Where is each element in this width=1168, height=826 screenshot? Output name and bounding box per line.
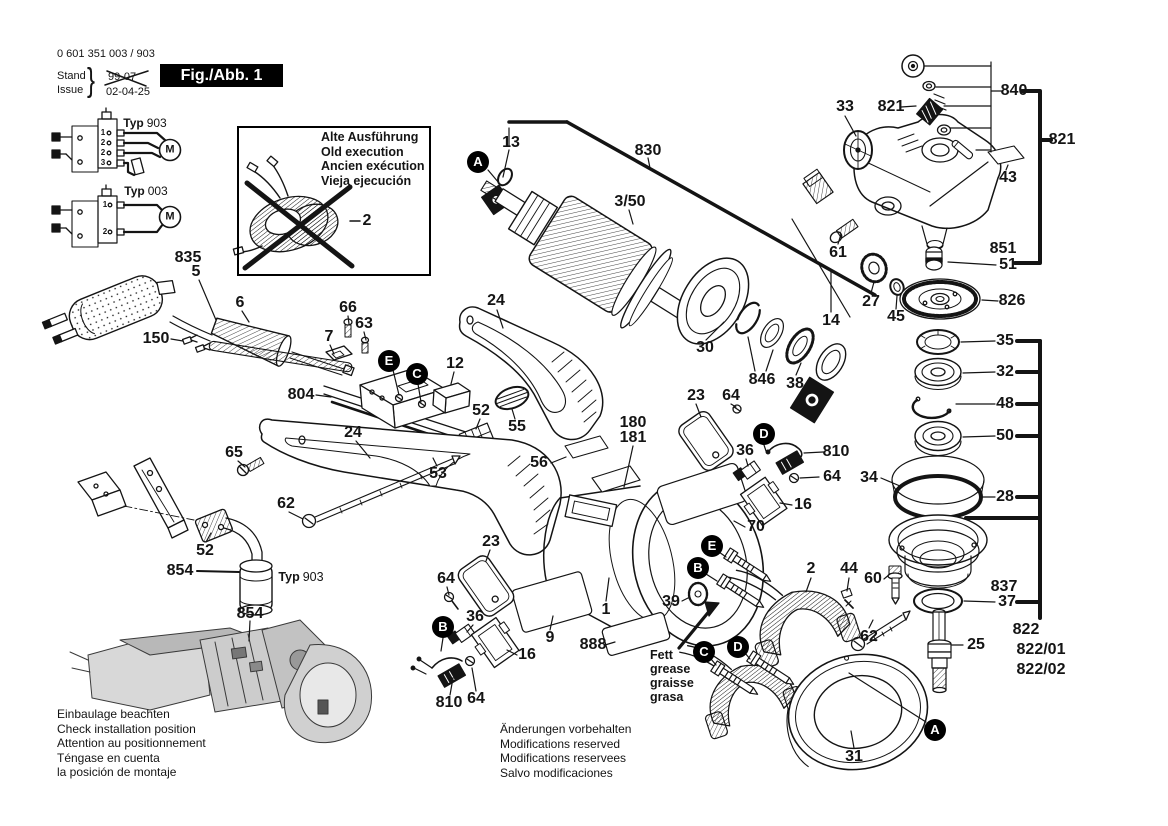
part-label-52: 52 bbox=[472, 402, 490, 419]
part-label-31: 31 bbox=[845, 748, 863, 765]
part-label-45: 45 bbox=[887, 308, 905, 325]
letter-callout-D: D bbox=[753, 423, 775, 445]
modifications-line: Modifications reserved bbox=[500, 736, 621, 751]
grease-line: grease bbox=[650, 662, 691, 676]
part-label-24: 24 bbox=[487, 292, 505, 309]
part-label-62: 62 bbox=[860, 628, 878, 645]
part-label-55: 55 bbox=[508, 418, 526, 435]
part-label-7: 7 bbox=[324, 328, 334, 345]
part-label-25: 25 bbox=[967, 636, 985, 653]
stand-label: Stand bbox=[57, 70, 86, 82]
letter-callout-A: A bbox=[467, 151, 489, 173]
part-label-6: 6 bbox=[235, 294, 245, 311]
part-label-3-50: 3/50 bbox=[614, 193, 646, 210]
part-label-5: 5 bbox=[191, 263, 201, 280]
part-label-43: 43 bbox=[999, 169, 1017, 186]
part-label-61: 61 bbox=[829, 244, 847, 261]
part-label-66: 66 bbox=[339, 299, 357, 316]
letter-callout-C: C bbox=[406, 363, 428, 385]
part-label-1: 1 bbox=[601, 601, 611, 618]
part-label-810: 810 bbox=[822, 443, 850, 460]
grease-line: Fett bbox=[650, 648, 673, 662]
letter-callout-C: C bbox=[693, 641, 715, 663]
part-label-16: 16 bbox=[794, 496, 812, 513]
part-label-38: 38 bbox=[786, 375, 804, 392]
letter-callout-B: B bbox=[432, 616, 454, 638]
issue-date: 02-04-25 bbox=[106, 86, 151, 98]
part-label-821: 821 bbox=[877, 98, 905, 115]
part-label-62: 62 bbox=[277, 495, 295, 512]
modifications-line: Änderungen vorbehalten bbox=[500, 722, 632, 736]
part-label-2: 2 bbox=[362, 212, 372, 229]
part-label-13: 13 bbox=[502, 134, 520, 151]
part-label-23: 23 bbox=[687, 387, 705, 404]
part-label-835: 835 bbox=[174, 249, 202, 266]
issue-label: Issue bbox=[57, 84, 84, 96]
part-label-23: 23 bbox=[482, 533, 500, 550]
circuit-title-typ903: Typ 903 bbox=[123, 116, 167, 130]
part-label-64: 64 bbox=[722, 387, 740, 404]
letter-callout-E: E bbox=[378, 350, 400, 372]
part-label-60: 60 bbox=[864, 570, 882, 587]
installation-line: Einbaulage beachten bbox=[57, 707, 170, 721]
installation-line: la posición de montaje bbox=[57, 765, 177, 779]
part-label-64: 64 bbox=[437, 570, 455, 587]
terminal-number: 2 bbox=[100, 138, 106, 147]
part-label-150: 150 bbox=[142, 330, 170, 347]
part-label-36: 36 bbox=[736, 442, 754, 459]
old-execution-line: Alte Ausführung bbox=[321, 130, 419, 144]
old-execution-line: Ancien exécution bbox=[321, 159, 425, 173]
side-handle-type-label: Typ 903 bbox=[278, 570, 324, 584]
part-label-854: 854 bbox=[236, 605, 264, 622]
motor-label: M bbox=[165, 143, 175, 156]
terminal-number: 2 bbox=[102, 227, 108, 236]
part-label-36: 36 bbox=[466, 608, 484, 625]
part-label-837: 837 bbox=[990, 578, 1018, 595]
old-execution-line: Old execution bbox=[321, 144, 404, 159]
motor-label: M bbox=[165, 210, 175, 223]
header-brace: } bbox=[87, 62, 96, 99]
part-label-48: 48 bbox=[996, 395, 1014, 412]
part-label-63: 63 bbox=[355, 315, 373, 332]
part-label-51: 51 bbox=[999, 256, 1017, 273]
part-label-822: 822 bbox=[1012, 621, 1040, 638]
part-label-804: 804 bbox=[287, 386, 315, 403]
part-label-181: 181 bbox=[619, 429, 647, 446]
circuit-title-typ003: Typ 003 bbox=[124, 184, 168, 198]
part-label-44: 44 bbox=[840, 560, 858, 577]
part-label-64: 64 bbox=[823, 468, 841, 485]
part-label-854: 854 bbox=[166, 562, 194, 579]
terminal-number: 1 bbox=[102, 200, 108, 209]
terminal-number: 1 bbox=[100, 128, 106, 137]
part-label-822-02: 822/02 bbox=[1016, 661, 1066, 678]
part-label-70: 70 bbox=[747, 518, 765, 535]
document-part-number: 0 601 351 003 / 903 bbox=[57, 48, 155, 60]
part-label-830: 830 bbox=[634, 142, 662, 159]
letter-callout-E: E bbox=[701, 535, 723, 557]
part-label-30: 30 bbox=[696, 339, 714, 356]
letter-callout-B: B bbox=[687, 557, 709, 579]
part-label-180: 180 bbox=[619, 414, 647, 431]
part-label-822-01: 822/01 bbox=[1016, 641, 1066, 658]
part-label-35: 35 bbox=[996, 332, 1014, 349]
part-label-24: 24 bbox=[344, 424, 362, 441]
part-label-53: 53 bbox=[429, 465, 447, 482]
installation-line: Attention au positionnement bbox=[57, 736, 206, 750]
modifications-line: Modifications reservees bbox=[500, 751, 627, 765]
part-label-27: 27 bbox=[862, 293, 880, 310]
part-label-56: 56 bbox=[530, 454, 548, 471]
part-label-50: 50 bbox=[996, 427, 1014, 444]
part-label-826: 826 bbox=[998, 292, 1026, 309]
grease-line: graisse bbox=[650, 676, 694, 690]
part-label-39: 39 bbox=[662, 593, 680, 610]
part-label-821: 821 bbox=[1048, 131, 1076, 148]
part-label-9: 9 bbox=[545, 629, 555, 646]
part-label-64: 64 bbox=[467, 690, 485, 707]
part-label-52: 52 bbox=[196, 542, 214, 559]
part-label-65: 65 bbox=[225, 444, 243, 461]
part-label-2: 2 bbox=[806, 560, 816, 577]
old-date-struck: 99-07 bbox=[108, 71, 137, 83]
figure-label: Fig./Abb. 1 bbox=[160, 64, 283, 87]
installation-line: Téngase en cuenta bbox=[57, 750, 160, 765]
part-label-32: 32 bbox=[996, 363, 1014, 380]
part-label-840: 840 bbox=[1000, 82, 1028, 99]
installation-line: Check installation position bbox=[57, 721, 196, 736]
part-label-16: 16 bbox=[518, 646, 536, 663]
letter-callout-A: A bbox=[924, 719, 946, 741]
grease-line: grasa bbox=[650, 690, 684, 704]
part-label-37: 37 bbox=[998, 593, 1016, 610]
modifications-line: Salvo modificaciones bbox=[500, 765, 613, 780]
old-execution-line: Vieja ejecución bbox=[321, 173, 412, 188]
part-label-34: 34 bbox=[860, 469, 878, 486]
part-label-28: 28 bbox=[996, 488, 1014, 505]
part-label-851: 851 bbox=[989, 240, 1017, 257]
part-label-33: 33 bbox=[836, 98, 854, 115]
part-label-810: 810 bbox=[435, 694, 463, 711]
part-label-14: 14 bbox=[822, 312, 840, 329]
part-label-12: 12 bbox=[446, 355, 464, 372]
part-label-846: 846 bbox=[748, 371, 776, 388]
terminal-number: 3 bbox=[100, 158, 106, 167]
letter-callout-D: D bbox=[727, 636, 749, 658]
terminal-number: 2 bbox=[100, 148, 106, 157]
part-label-888: 888 bbox=[579, 636, 607, 653]
